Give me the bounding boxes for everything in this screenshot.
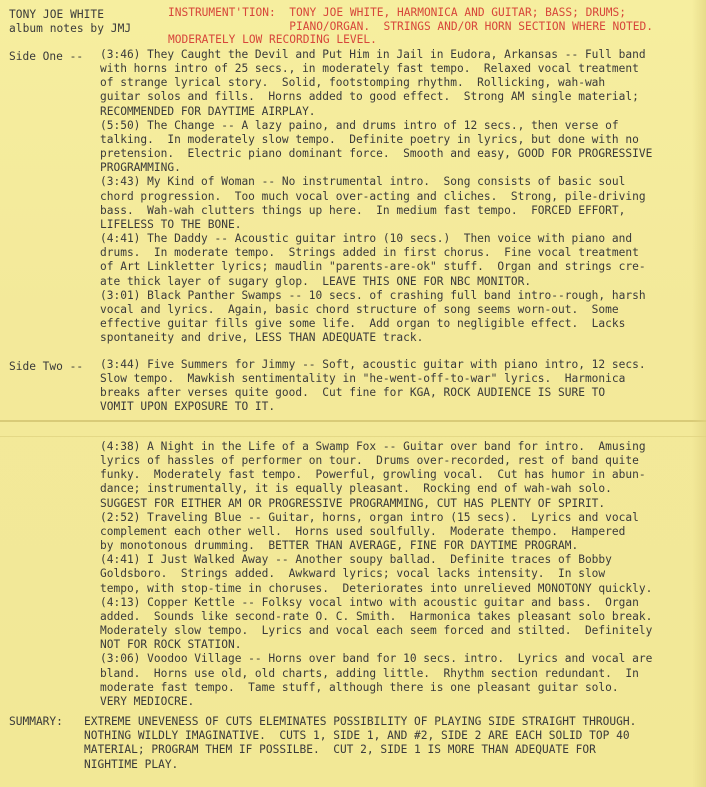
track-entry: (3:06) Voodoo Village -- Horns over band for 10 secs. intro. Lyrics and vocal are bland. Horns use old, old charts, adding little. Rhythm section redundant. In moderate fast tempo. Tame stuff, although there is one pleasant guitar solo. VERY MEDIOCRE. [100,652,653,708]
summary-label: SUMMARY: [9,715,63,728]
track-entry: (4:41) I Just Walked Away -- Another soupy ballad. Definite traces of Bobby Goldsboro. Strings added. Awkward lyrics; vocal lacks intensity. In slow tempo, with stop-time in choruses. Deteriorates into unrelieved MONOTONY quickly. [100,553,653,595]
side-two-label: Side Two -- [9,360,84,373]
track-entry: (5:50) The Change -- A lazy paino, and drums intro of 12 secs., then verse of talking. In moderately slow tempo. Definite poetry in lyrics, but done with no pretension. Electric piano dominant force. Smooth and easy, GOOD FOR PROGRESSIVE PROGRAMMING. [100,118,653,175]
track-entry: (3:44) Five Summers for Jimmy -- Soft, acoustic guitar with piano intro, 12 secs. Slow tempo. Mawkish sentimentality in "he-went-off-to-war" lyrics. Harmonica breaks after verses quite good. Cut fine for KGA, ROCK AUDIENCE IS SURE TO VOMIT UPON EXPOSURE TO IT. [100,358,646,414]
paper-fold-line [0,420,706,422]
track-entry: (2:52) Traveling Blue -- Guitar, horns, organ intro (15 secs). Lyrics and vocal complement each other well. Horns used soulfully. Moderate thempo. Hampered by monotonous drumming. BETTER THAN AVERAGE, FINE FOR DAYTIME PROGRAM. [100,510,639,553]
artist-name: TONY JOE WHITE [9,8,104,21]
track-entry: (3:46) They Caught the Devil and Put Him in Jail in Eudora, Arkansas -- Full band with horns intro of 25 secs., in moderately fast tempo. Relaxed vocal treatment of strange lyrical story. Solid, footstomping rhythm. Rollicking, wah-wah guitar solos and fills. Horns added to good effect. Strong AM single material; RECOMMENDED FOR DAYTIME AIRPLAY. [100,48,646,118]
side-two-tracks [100,440,700,709]
summary-text: EXTREME UNEVENESS OF CUTS ELEMINATES POSSIBILITY OF PLAYING SIDE STRAIGHT THROUGH. NOTHING WILDLY IMAGINATIVE. CUTS 1, SIDE 1, AND #2, SIDE 2 ARE EACH SOLID TOP 40 MATERIAL; PROGRAM THEM IF POSSILBE. CUT 2, SIDE 1 IS MORE THAN ADEQUATE FOR NIGHTIME PLAY. [84,715,637,771]
track-entry: (3:01) Black Panther Swamps -- 10 secs. of crashing full band intro--rough, harsh vocal and lyrics. Again, basic chord structure of song seems worn-out. Some effective guitar fills give some life. Add organ to negligible effect. Lacks spontaneity and drive, LESS THAN ADEQUATE track. [100,288,646,345]
byline: album notes by JMJ [9,22,132,35]
paper-fold-line [0,436,706,437]
side-two-first-track [100,358,700,415]
track-entry: (4:38) A Night in the Life of a Swamp Fox -- Guitar over band for intro. Amusing lyrics of hassles of performer on tour. Drums over-recorded, rest of band quite funky. Moderately fast tempo. Powerful, growling vocal. Cut has humor in abun- dance; instrumentally, it is equally pleasant. Rocking end of wah-wah solo. SUGGEST FOR EITHER AM OR PROGRESSIVE PROGRAMMING, CUT HAS PLENTY OF SPIRIT. [100,440,646,510]
track-entry: (3:43) My Kind of Woman -- No instrumental intro. Song consists of basic soul chord progression. Too much vocal over-acting and cliches. Strong, pile-driving bass. Wah-wah clutters things up here. In medium fast tempo. FORCED EFFORT, LIFELESS TO THE BONE. [100,175,646,231]
track-entry: (4:13) Copper Kettle -- Folksy vocal intwo with acoustic guitar and bass. Organ added. Sounds like second-rate O. C. Smith. Harmonica takes pleasant solo break. Moderately slow tempo. Lyrics and vocal each seem forced and stilted. Definitely NOT FOR ROCK STATION. [100,595,653,652]
side-one-label: Side One -- [9,50,84,63]
side-one-tracks [100,48,700,345]
track-entry: (4:41) The Daddy -- Acoustic guitar intro (10 secs.) Then voice with piano and drums. In moderate tempo. Strings added in first chorus. Fine vocal treatment of Art Linkletter lyrics; maudlin "parents-are-ok" stuff. Organ and strings cre- ate thick layer of sugary glop. LEAVE THIS ONE FOR NBC MONITOR. [100,232,646,288]
instrumentation-note: INSTRUMENT'TION: TONY JOE WHITE, HARMONICA AND GUITAR; BASS; DRUMS; PIANO/ORGAN. STRINGS AND/OR HORN SECTION WHERE NOTED. MODERATELY LOW RECORDING LEVEL. [168,6,653,46]
